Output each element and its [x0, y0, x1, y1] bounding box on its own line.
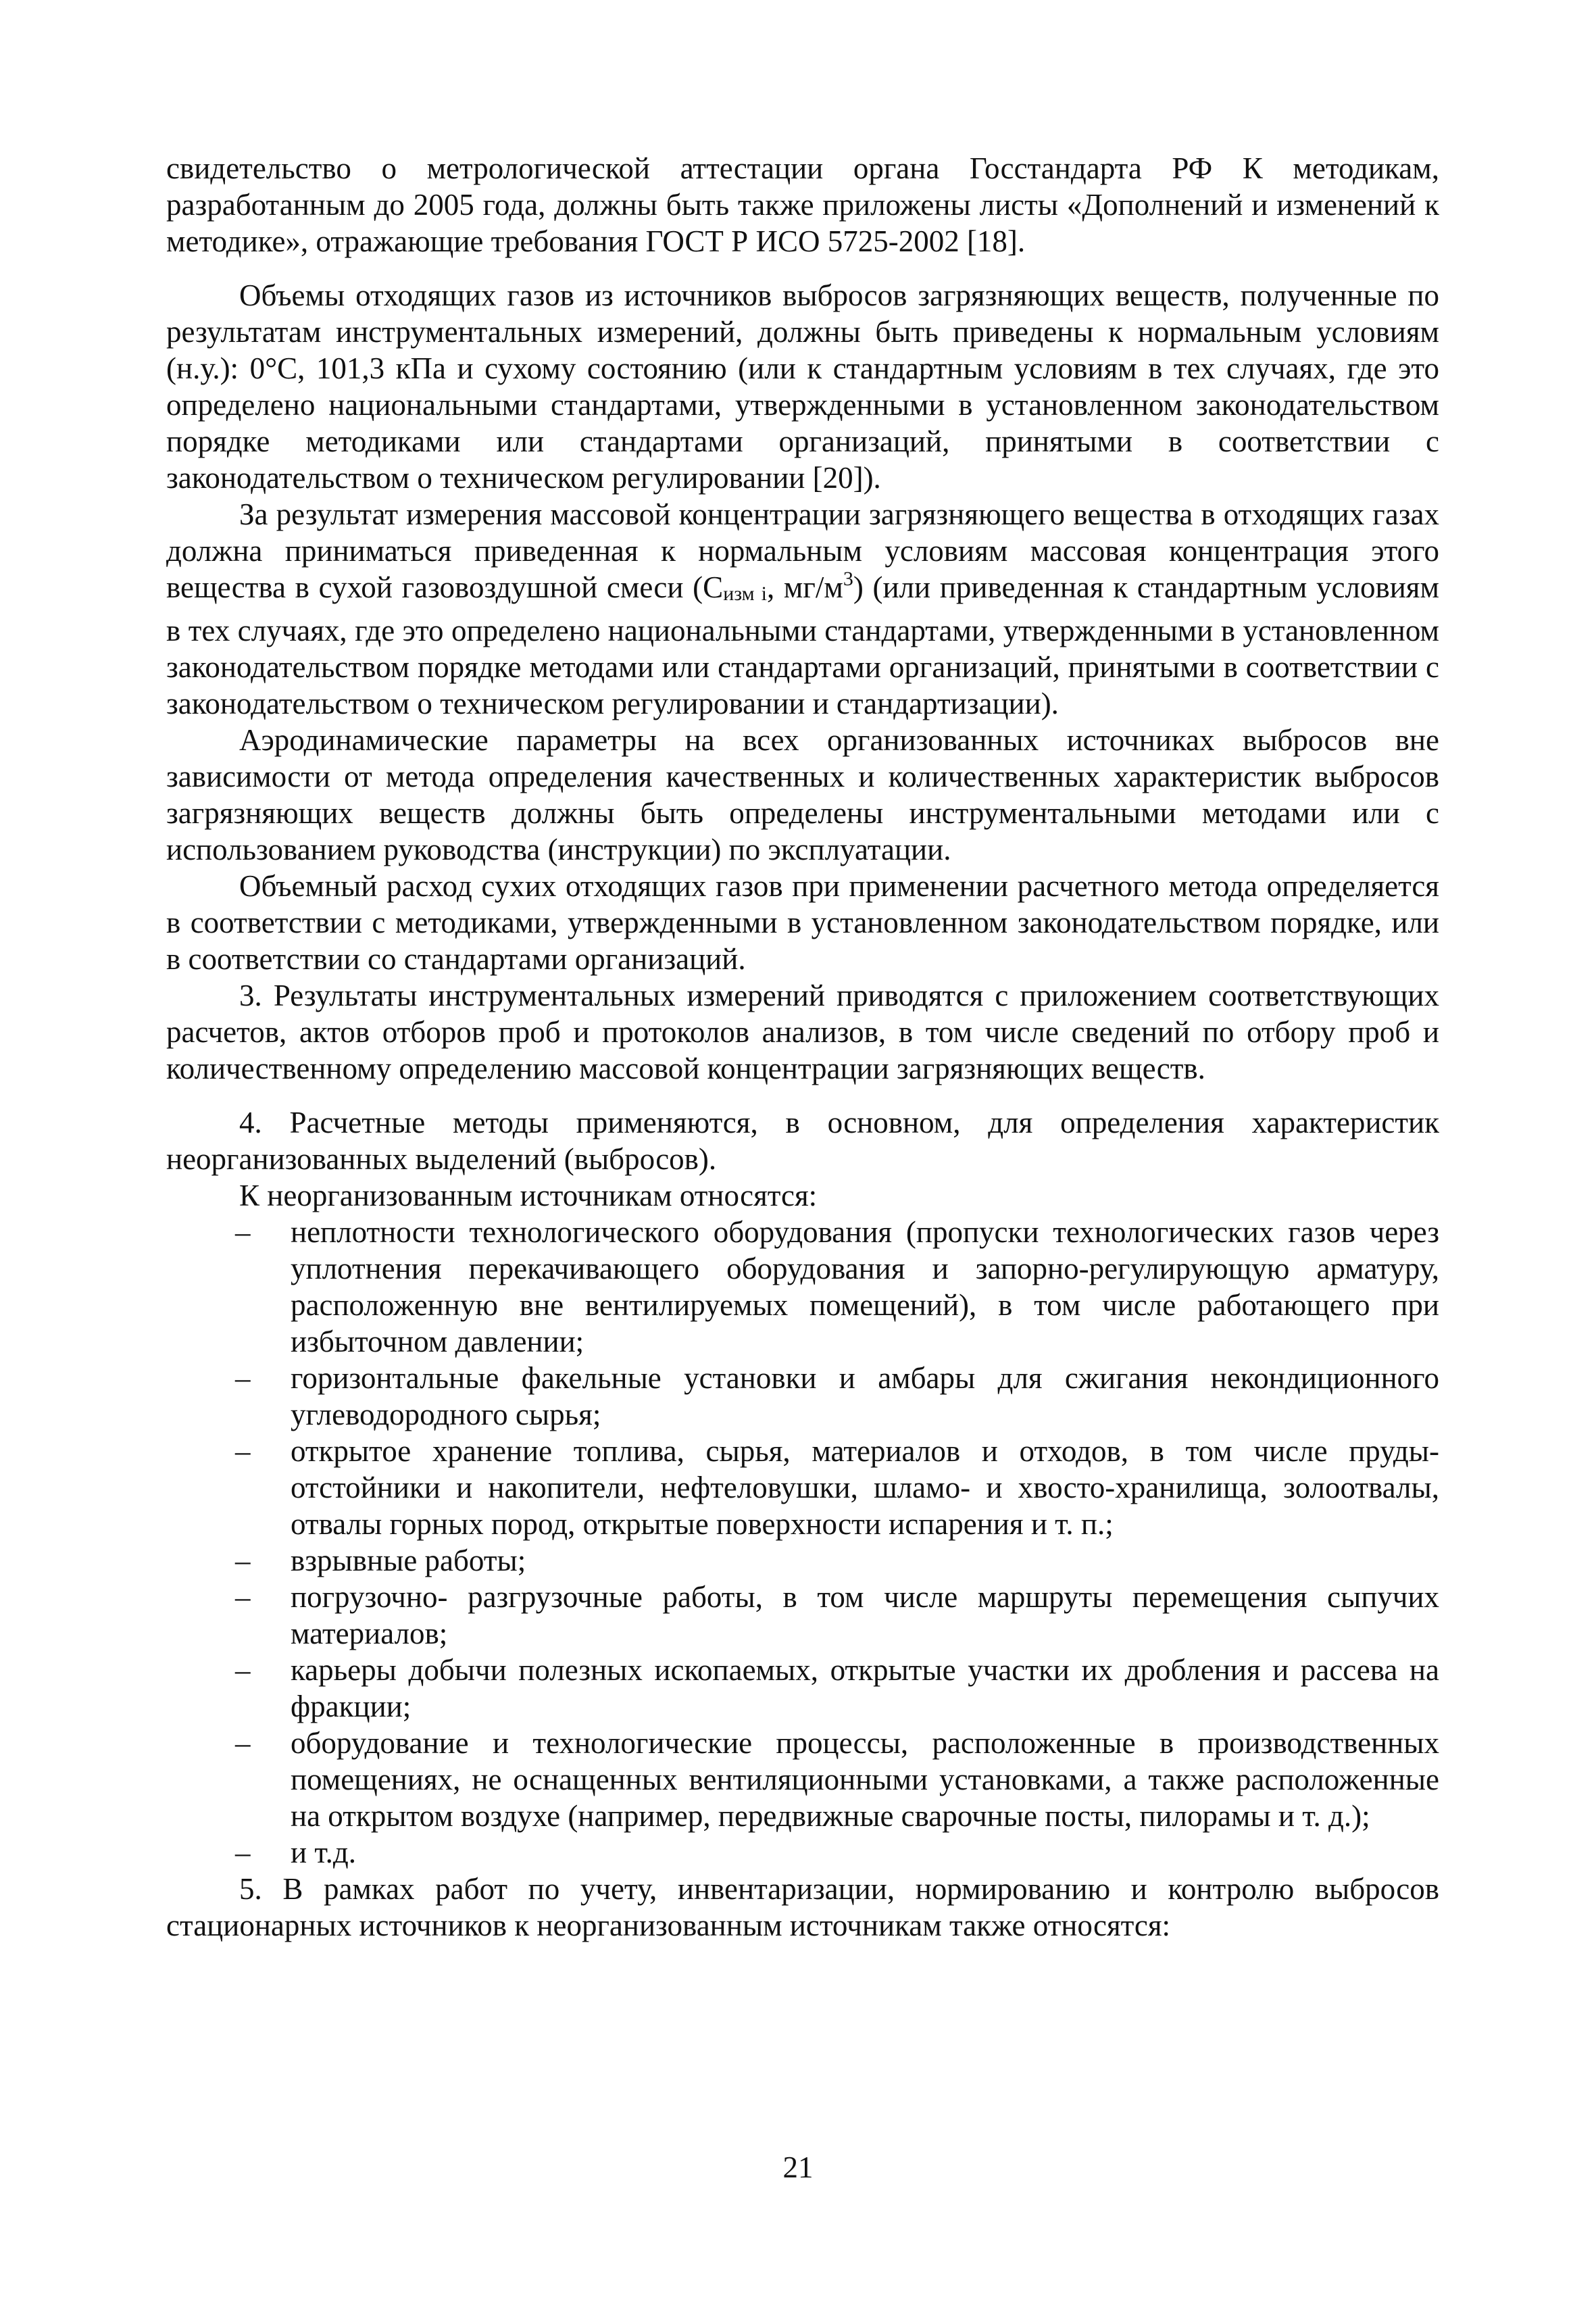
- list-item: [166, 1579, 1439, 1652]
- paragraph-list-intro: К неорганизованным источникам относятся:: [239, 1179, 818, 1212]
- page-content: [166, 150, 1439, 1944]
- list-item-text: погрузочно- разгрузочные работы, в том числе маршруты перемещения сыпучих материалов;: [291, 1580, 1439, 1650]
- dash-marker: –: [235, 1434, 251, 1468]
- paragraph-continuation: свидетельство о метрологической аттестации органа Госстандарта РФ К методикам, разработанным до 2005 года, должны быть также приложены листы «Дополнений и изменений к методике», отражающие требования ГОСТ Р ИСО 5725-2002 [18].: [166, 151, 1439, 258]
- list-item-text: карьеры добычи полезных ископаемых, открытые участки их дробления и рассева на фракции;: [291, 1653, 1439, 1723]
- list-item: [166, 1834, 1439, 1871]
- p3-text-before: За результат измерения массовой концентрации загрязняющего вещества в отходящих газах должна приниматься приведенная к нормальным условиям массовая концентрация этого вещества в сухой газовоздушной смеси (С: [166, 497, 1439, 604]
- list-item: [166, 1725, 1439, 1834]
- dash-marker: –: [235, 1215, 251, 1249]
- list-item-text: горизонтальные факельные установки и амбары для сжигания некондиционного углеводородного сырья;: [291, 1361, 1439, 1431]
- paragraph-volume-flow: Объемный расход сухих отходящих газов при применении расчетного метода определяется в соответствии с методиками, утвержденными в установленном законодательством порядке, или в соответствии со стандартами организаций.: [166, 869, 1439, 976]
- dash-marker: –: [235, 1544, 251, 1577]
- paragraph-aerodynamic: Аэродинамические параметры на всех организованных источниках выбросов вне зависимости от метода определения качественных и количественных характеристик выбросов загрязняющих веществ должны быть определены инструментальными методами или с использованием руководства (инструкции) по эксплуатации.: [166, 723, 1439, 866]
- list-item: [166, 1652, 1439, 1725]
- paragraph-gas-volumes: Объемы отходящих газов из источников выбросов загрязняющих веществ, полученные по результатам инструментальных измерений, должны быть приведены к нормальным условиям (н.у.): 0°С, 101,3 кПа и сухому состоянию (или к стандартным условиям в тех случаях, где это определено национальными стандартами, утвержденными в установленном законодательством порядке методиками или стандартами организаций, принятыми в соответствии с законодательством о техническом регулировании [20]).: [166, 278, 1439, 495]
- page-number: 21: [782, 2150, 814, 2184]
- list-item: [166, 1360, 1439, 1433]
- list-item-text: взрывные работы;: [291, 1544, 526, 1577]
- dash-marker: –: [235, 1361, 251, 1395]
- list-item-text: неплотности технологического оборудования (пропуски технологических газов через уплотнения перекачивающего оборудования и запорно-регулирующую арматуру, расположенную вне вентилируемых помещений), в том числе работающего при избыточном давлении;: [291, 1215, 1439, 1358]
- list-item: [166, 1542, 1439, 1579]
- list-item-text: оборудование и технологические процессы, расположенные в производственных помещениях, не оснащенных вентиляционными установками, а также расположенные на открытом воздухе (например, передвижные сварочные посты, пилорамы и т. д.);: [291, 1726, 1439, 1833]
- dash-marker: –: [235, 1653, 251, 1687]
- list-item-text: открытое хранение топлива, сырья, материалов и отходов, в том числе пруды-отстойники и накопители, нефтеловушки, шламо- и хвосто-хранилища, золоотвалы, отвалы горных пород, открытые поверхности испарения и т. п.;: [291, 1434, 1439, 1541]
- dash-marker: –: [235, 1836, 251, 1869]
- p3-text-after: ) (или приведенная к стандартным условиям в тех случаях, где это определено национальными стандартами, утвержденными в установленном законодательством порядке методами или стандартами организаций, принятыми в соответствии с законодательством о техническом регулировании и стандартизации).: [166, 570, 1439, 720]
- paragraph-item-4: 4. Расчетные методы применяются, в основном, для определения характеристик неорганизованных выделений (выбросов).: [166, 1106, 1439, 1176]
- list-item: [166, 1214, 1439, 1360]
- p3-superscript: 3: [843, 568, 853, 590]
- fugitive-sources-list: [166, 1214, 1439, 1871]
- p3-text-mid: , мг/м: [766, 570, 843, 604]
- dash-marker: –: [235, 1726, 251, 1760]
- dash-marker: –: [235, 1580, 251, 1614]
- paragraph-item-5: 5. В рамках работ по учету, инвентаризации, нормированию и контролю выбросов стационарных источников к неорганизованным источникам также относятся:: [166, 1872, 1439, 1942]
- paragraph-mass-concentration: [166, 496, 1439, 722]
- list-item: [166, 1433, 1439, 1542]
- paragraph-item-3: 3. Результаты инструментальных измерений приводятся с приложением соответствующих расчетов, актов отборов проб и протоколов анализов, в том числе сведений по отбору проб и количественному определению массовой концентрации загрязняющих веществ.: [166, 979, 1439, 1085]
- p3-subscript: изм i: [723, 583, 767, 605]
- list-item-text: и т.д.: [291, 1836, 357, 1869]
